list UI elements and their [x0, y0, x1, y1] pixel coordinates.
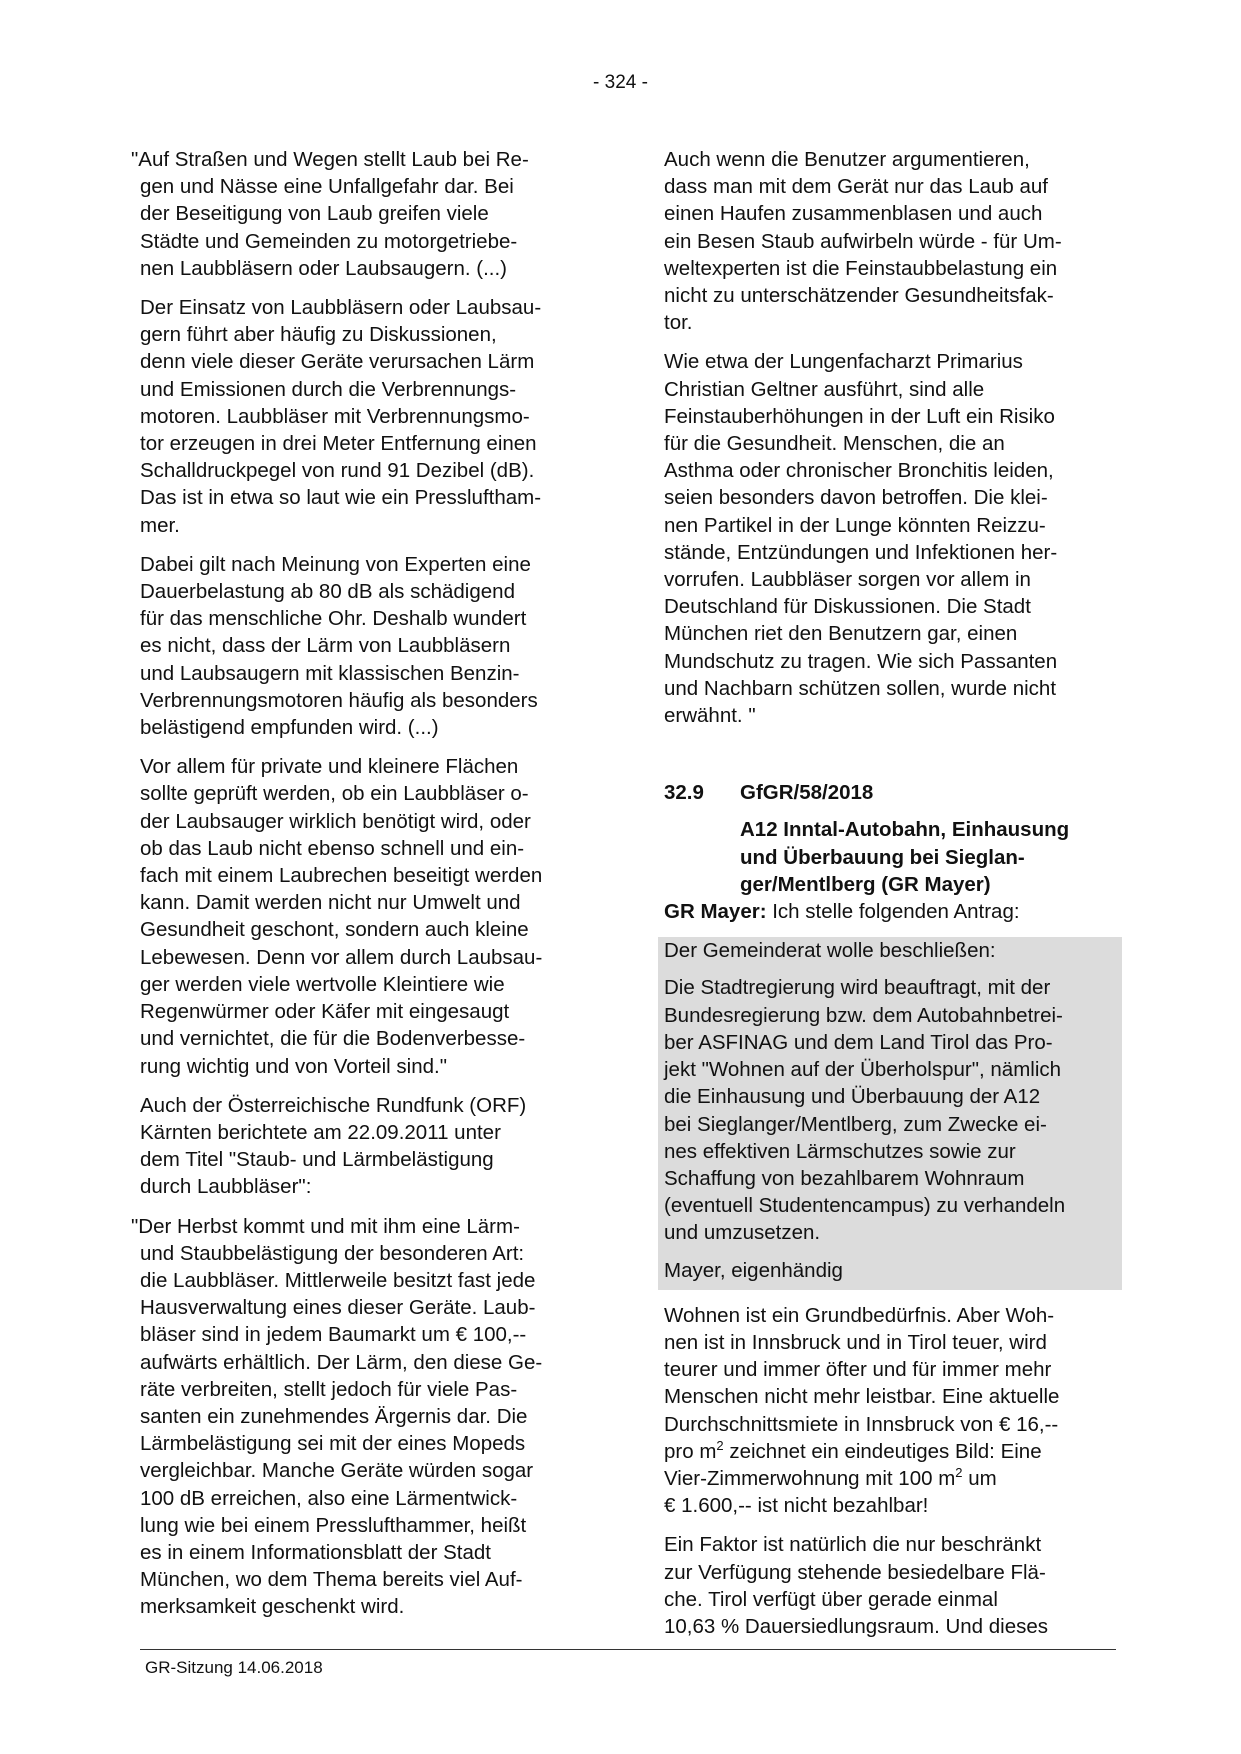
- paragraph: Auch der Österreichische Rundfunk (ORF) Kärnten berichtete am 22.09.2011 unter dem Titel "Staub- und Lärmbelästigung durch Laubbläser":: [140, 1093, 527, 1199]
- paragraph: Der Einsatz von Laubbläsern oder Laubsau- gern führt aber häufig zu Diskussionen, denn viele dieser Geräte verursachen Lärm und Emissionen durch die Verbrennungs- motoren. Laubbläser mit Verbrennungsmo- tor erzeugen in drei Meter Entfernung einen Schalldruckpegel von rund 91 Dezibel (dB). Das ist in etwa so laut wie ein Pressluftham- mer.: [140, 296, 542, 537]
- section-code: GfGR/58/2018: [740, 781, 874, 805]
- right-column: [664, 146, 1116, 1652]
- paragraph: "Auf Straßen und Wegen stellt Laub bei Re- gen und Nässe eine Unfallgefahr dar. Bei der Beseitigung von Laub greifen viele Städte und Gemeinden zu motorgetriebe- nen Laubbläsern oder Laubsaugern. (...): [131, 148, 529, 280]
- section-number: 32.9: [664, 781, 704, 805]
- section-heading: [664, 779, 1116, 806]
- superscript: 2: [716, 1437, 724, 1453]
- left-column: [131, 146, 596, 1633]
- paragraph: Wie etwa der Lungenfacharzt Primarius Christian Geltner ausführt, sind alle Feinstauberhöhungen in der Luft ein Risiko für die Gesundheit. Menschen, die an Asthma oder chronischer Bronchitis leiden, seien besonders davon betroffen. Die klei- nen Partikel in der Lunge könnten Reizzu- stände, Entzündungen und Infektionen her- vorrufen. Laubbläser sorgen vor allem in Deutschland für Diskussionen. Die Stadt München riet den Benutzern gar, einen Mundschutz zu tragen. Wie sich Passanten und Nachbarn schützen sollen, wurde nicht erwähnt. ": [664, 350, 1058, 728]
- page-number: - 324 -: [593, 72, 648, 93]
- speaker-name: GR Mayer:: [664, 900, 767, 924]
- paragraph: Auch wenn die Benutzer argumentieren, dass man mit dem Gerät nur das Laub auf einen Haufen zusammenblasen und auch ein Besen Staub aufwirbeln würde - für Um- weltexperten ist die Feinstaubbelastung ein nicht zu unterschätzender Gesundheitsfak- tor.: [664, 148, 1062, 335]
- superscript: 2: [955, 1465, 963, 1481]
- footer-divider: [140, 1649, 1116, 1650]
- paragraph: Dabei gilt nach Meinung von Experten eine Dauerbelastung ab 80 dB als schädigend für das menschliche Ohr. Deshalb wundert es nicht, dass der Lärm von Laubbläsern und Laubsaugern mit klassischen Benzin- Verbrennungsmotoren häufig als besonders belästigend empfunden wird. (...): [140, 552, 538, 740]
- motion-box: [658, 937, 1122, 1289]
- motion-signature: Mayer, eigenhändig: [664, 1258, 843, 1282]
- text-run: um € 1.600,-- ist nicht bezahlbar!: [664, 1466, 997, 1518]
- footer-text: GR-Sitzung 14.06.2018: [145, 1658, 323, 1677]
- paragraph: Ein Faktor ist natürlich die nur beschränkt zur Verfügung stehende besiedelbare Flä- che. Tirol verfügt über gerade einmal 10,63 % Dauersiedlungsraum. Und dieses: [664, 1533, 1049, 1638]
- text-run: zeichnet ein eindeutiges Bild: Eine Vier-Zimmerwohnung mit 100 m: [664, 1439, 1042, 1490]
- text-run: Wohnen ist ein Grundbedürfnis. Aber Woh- nen ist in Innsbruck und in Tirol teuer, wird teurer und immer öfter und für immer mehr Menschen nicht mehr leistbar. Eine aktuelle Durchschnittsmiete in Innsbruck von € 16,-- pro m: [664, 1303, 1060, 1463]
- paragraph-housing: [664, 1302, 1116, 1520]
- speaker-line: [664, 898, 1116, 925]
- motion-text: Die Stadtregierung wird beauftragt, mit der Bundesregierung bzw. dem Autobahnbetrei- ber ASFINAG und dem Land Tirol das Pro- jekt "Wohnen auf der Überholspur", nämlich die Einhausung und Überbauung der A12 bei Sieglanger/Mentlberg, zum Zwecke ei- nes effektiven Lärmschutzes sowie zur Schaffung von bezahlbarem Wohnraum (eventuell Studentencampus) zu verhandeln und umzusetzen.: [664, 976, 1066, 1245]
- speaker-text: Ich stelle folgenden Antrag:: [766, 900, 1020, 924]
- motion-intro: Der Gemeinderat wolle beschließen:: [664, 939, 996, 963]
- paragraph: Vor allem für private und kleinere Flächen sollte geprüft werden, ob ein Laubbläser o- der Laubsauger wirklich benötigt wird, oder ob das Laub nicht ebenso schnell und ein- fach mit einem Laubrechen beseitigt werden kann. Damit werden nicht nur Umwelt und Gesundheit geschont, sondern auch kleine Lebewesen. Denn vor allem durch Laubsau- ger werden viele wertvolle Kleintiere wie Regenwürmer oder Käfer mit eingesaugt und vernichtet, die für die Bodenverbesse- rung wichtig und von Vorteil sind.": [140, 755, 543, 1078]
- paragraph: "Der Herbst kommt und mit ihm eine Lärm- und Staubbelästigung der besonderen Art: die Laubbläser. Mittlerweile besitzt fast jede Hausverwaltung eines dieser Geräte. Laub- bläser sind in jedem Baumarkt um € 100,-- aufwärts erhältlich. Der Lärm, den diese Ge- räte verbreiten, stellt jedoch für viele Pas- santen ein zunehmendes Ärgernis dar. Die Lärmbelästigung sei mit der eines Mopeds vergleichbar. Manche Geräte würden sogar 100 dB erreichen, also eine Lärmentwick- lung wie bei einem Presslufthammer, heißt es in einem Informationsblatt der Stadt München, wo dem Thema bereits viel Auf- merksamkeit geschenkt wird.: [131, 1214, 543, 1619]
- section-title: A12 Inntal-Autobahn, Einhausung und Überbauung bei Sieglan- ger/Mentlberg (GR Mayer): [740, 818, 1070, 896]
